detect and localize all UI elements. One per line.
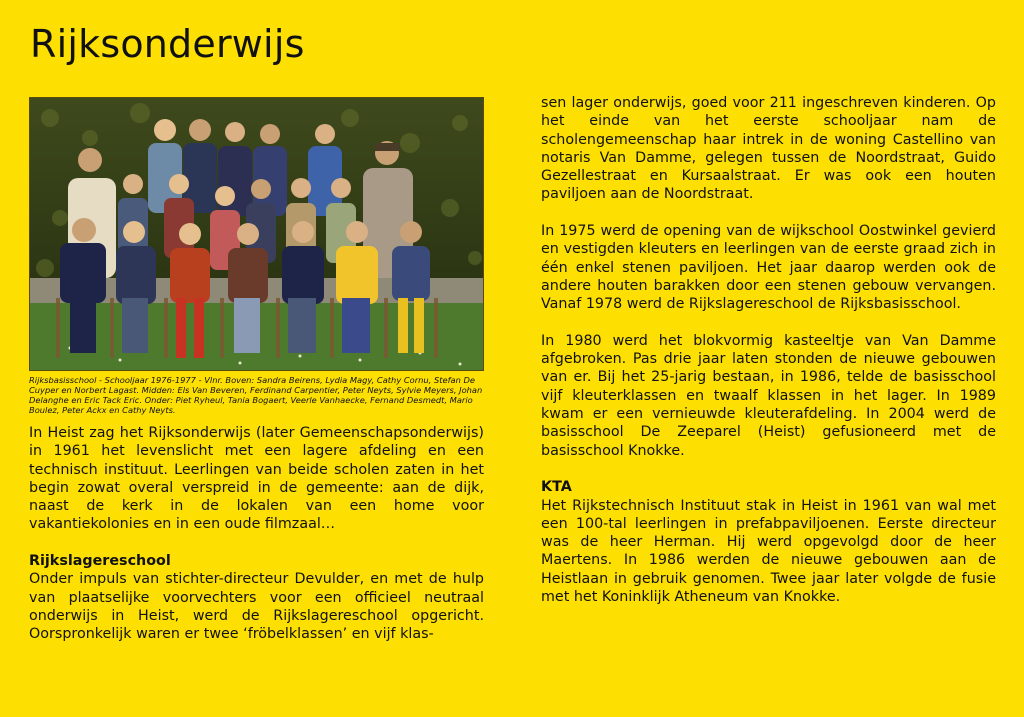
photo-caption: Rijksbasisschool - Schooljaar 1976-1977 - Vlnr. Boven: Sandra Beirens, Lydia Magy, Cathy Cornu, Stefan De Cuyper en Norbert Lagast. Midden: Els Van Beveren, Ferdinand Carpentier, Peter Neyts, Sylvie Meyers, Johan Delanghe en Eric Tack Eric. Onder: Piet Ryheul, Tania Bogaert, Veerle Vanhaecke, Fernand Desmedt, Mario Boulez, Peter Ackx en Cathy Neyts. bbox=[29, 375, 483, 415]
page-title: Rijksonderwijs bbox=[30, 22, 305, 66]
section-heading-kta: KTA bbox=[541, 479, 572, 496]
intro-paragraph: In Heist zag het Rijksonderwijs (later Gemeenschapsonderwijs) in 1961 het levenslicht met een lagere afdeling en een technisch instituut. Leerlingen van beide scholen zaten in het begin zowat overal verspreid in de gemeente: aan de dijk, naast de kerk in de lokalen van een home voor vakantiekolonies en in een oude filmzaal… bbox=[29, 425, 484, 533]
section-heading-rijkslagereschool: Rijkslagereschool bbox=[29, 553, 171, 570]
class-photo bbox=[29, 97, 484, 371]
rijkslagereschool-paragraph: Onder impuls van stichter-directeur Devulder, en met de hulp van plaatselijke voorvechters voor een officieel neutraal onderwijs in Heist, werd de Rijkslagereschool opgericht. Oorspronkelijk waren er twee ‘fröbelklassen’ en vijf klas- bbox=[29, 571, 484, 643]
history-paragraph-3: In 1980 werd het blokvormig kasteeltje van Van Damme afgebroken. Pas drie jaar laten stonden de nieuwe gebouwen van er. Bij het 25-jarig bestaan, in 1986, telde de basisschool vijf kleuterklassen en twaalf klassen in het lager. In 1989 kwam er een vernieuwde kleuterafdeling. In 2004 werd de basisschool De Zeeparel (Heist) gefusioneerd met de basisschool Knokke. bbox=[541, 332, 996, 459]
left-column bbox=[29, 424, 484, 662]
right-column bbox=[541, 94, 996, 625]
history-paragraph-2: In 1975 werd de opening van de wijkschool Oostwinkel gevierd en vestigden kleuters en leerlingen van de eerste graad zich in één enkel stenen paviljoen. Het jaar daarop werden ook de andere houten barakken door een stenen gebouw vervangen. Vanaf 1978 werd de Rijkslagereschool de Rijksbasisschool. bbox=[541, 223, 996, 313]
kta-paragraph: Het Rijkstechnisch Instituut stak in Heist in 1961 van wal met een 100-tal leerlingen in prefabpaviljoenen. Eerste directeur was de heer Herman. Hij werd opgevolgd door de heer Maertens. In 1986 werden de nieuwe gebouwen aan de Heistlaan in gebruik genomen. Twee jaar later volgde de fusie met het Koninklijk Atheneum van Knokke. bbox=[541, 497, 996, 606]
history-paragraph-1: sen lager onderwijs, goed voor 211 ingeschreven kinderen. Op het einde van het eerste schooljaar nam de scholengemeenschap haar intrek in de woning Castellino van notaris Van Damme, gelegen tussen de Noordstraat, Guido Gezellestraat en Kursaalstraat. Er was ook een houten paviljoen aan de Noordstraat. bbox=[541, 95, 996, 203]
